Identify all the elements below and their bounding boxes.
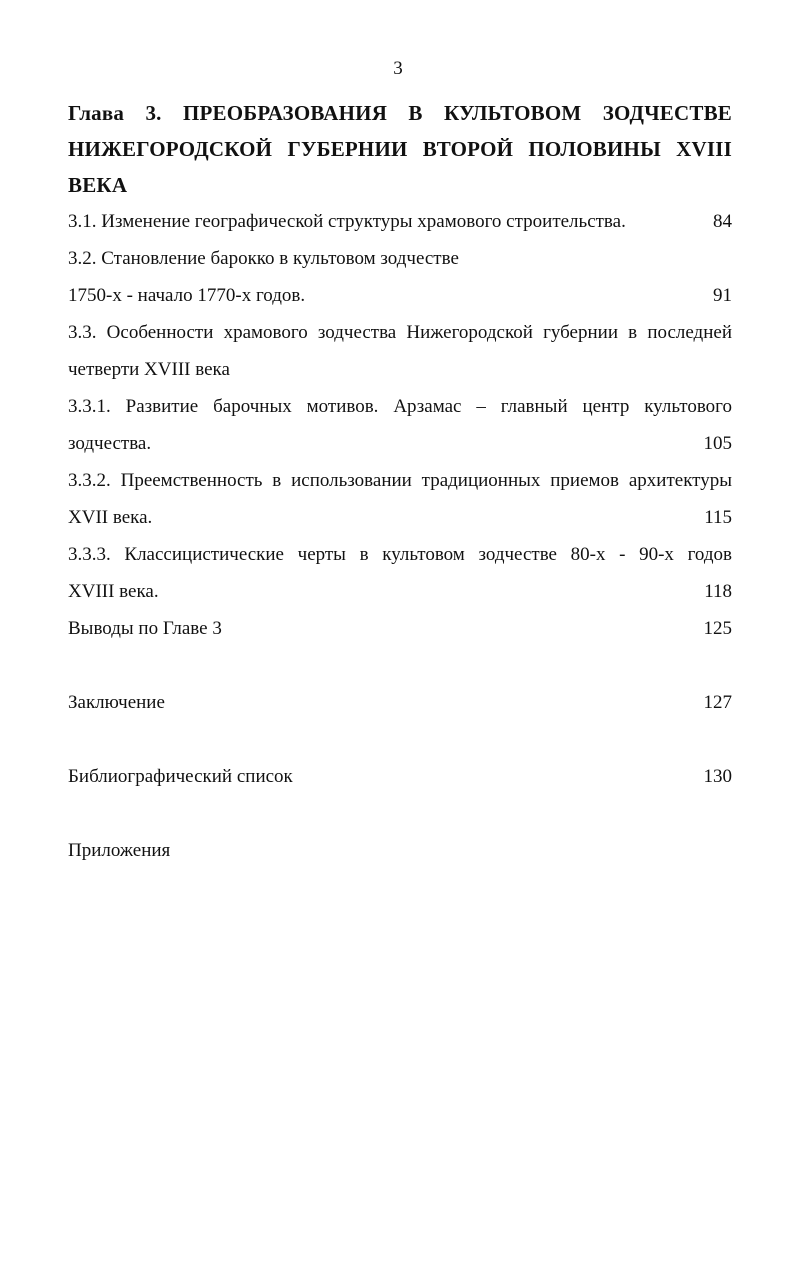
toc-entry-3-2 <box>68 240 732 314</box>
toc-entry-page: 118 <box>704 581 732 602</box>
toc-entry-conclusion <box>68 684 732 721</box>
toc-entry-page: 105 <box>703 433 732 454</box>
toc-entry-3-3 <box>68 314 732 388</box>
toc-entry-chapter-conclusions <box>68 610 732 647</box>
toc-entry-title-line-2: XVII века. <box>68 507 153 528</box>
chapter-heading <box>68 95 732 203</box>
toc-entry-title-line-2: 1750-х - начало 1770-х годов. <box>68 285 306 306</box>
toc-entry-page: 127 <box>703 692 732 713</box>
chapter-heading-line-2: НИЖЕГОРОДСКОЙ ГУБЕРНИИ ВТОРОЙ ПОЛОВИНЫ XVIII ВЕКА <box>68 137 732 197</box>
toc-entry-3-3-2 <box>68 462 732 536</box>
toc-entry-appendices <box>68 832 732 869</box>
toc-entry-title-line-1: 3.3.2. Преемственность в использовании традиционных приемов архитектуры <box>68 470 732 491</box>
toc-entry-page: 91 <box>713 285 732 306</box>
toc-entry-bibliography <box>68 758 732 795</box>
toc-entry-title: 3.1. Изменение географической структуры храмового строительства. <box>68 211 626 232</box>
toc-entry-title-line-2: четверти XVIII века <box>68 359 230 380</box>
toc-entry-title: Приложения <box>68 840 171 861</box>
table-of-contents <box>68 95 732 869</box>
toc-entry-page: 125 <box>703 618 732 639</box>
toc-entry-title-line-1: 3.3. Особенности храмового зодчества Нижегородской губернии в последней <box>68 322 732 343</box>
toc-entry-title: Выводы по Главе 3 <box>68 618 222 639</box>
toc-entry-title: Заключение <box>68 692 165 713</box>
chapter-heading-line-1: Глава 3. ПРЕОБРАЗОВАНИЯ В КУЛЬТОВОМ ЗОДЧЕСТВЕ <box>68 101 732 125</box>
toc-entry-page: 84 <box>713 211 732 232</box>
toc-entry-title-line-1: 3.3.3. Классицистические черты в культовом зодчестве 80-х - 90-х годов <box>68 544 732 565</box>
page-number: 3 <box>393 58 403 79</box>
toc-entry-3-1 <box>68 203 732 240</box>
toc-entry-3-3-1 <box>68 388 732 462</box>
toc-entry-title-line-1: 3.2. Становление барокко в культовом зодчестве <box>68 248 459 269</box>
toc-entry-title-line-2: XVIII века. <box>68 581 159 602</box>
toc-entry-page: 115 <box>704 507 732 528</box>
toc-entry-title-line-1: 3.3.1. Развитие барочных мотивов. Арзамас – главный центр культового <box>68 396 732 417</box>
toc-entry-title-line-2: зодчества. <box>68 433 152 454</box>
toc-entry-page: 130 <box>703 766 732 787</box>
toc-entry-title: Библиографический список <box>68 766 293 787</box>
toc-entry-3-3-3 <box>68 536 732 610</box>
